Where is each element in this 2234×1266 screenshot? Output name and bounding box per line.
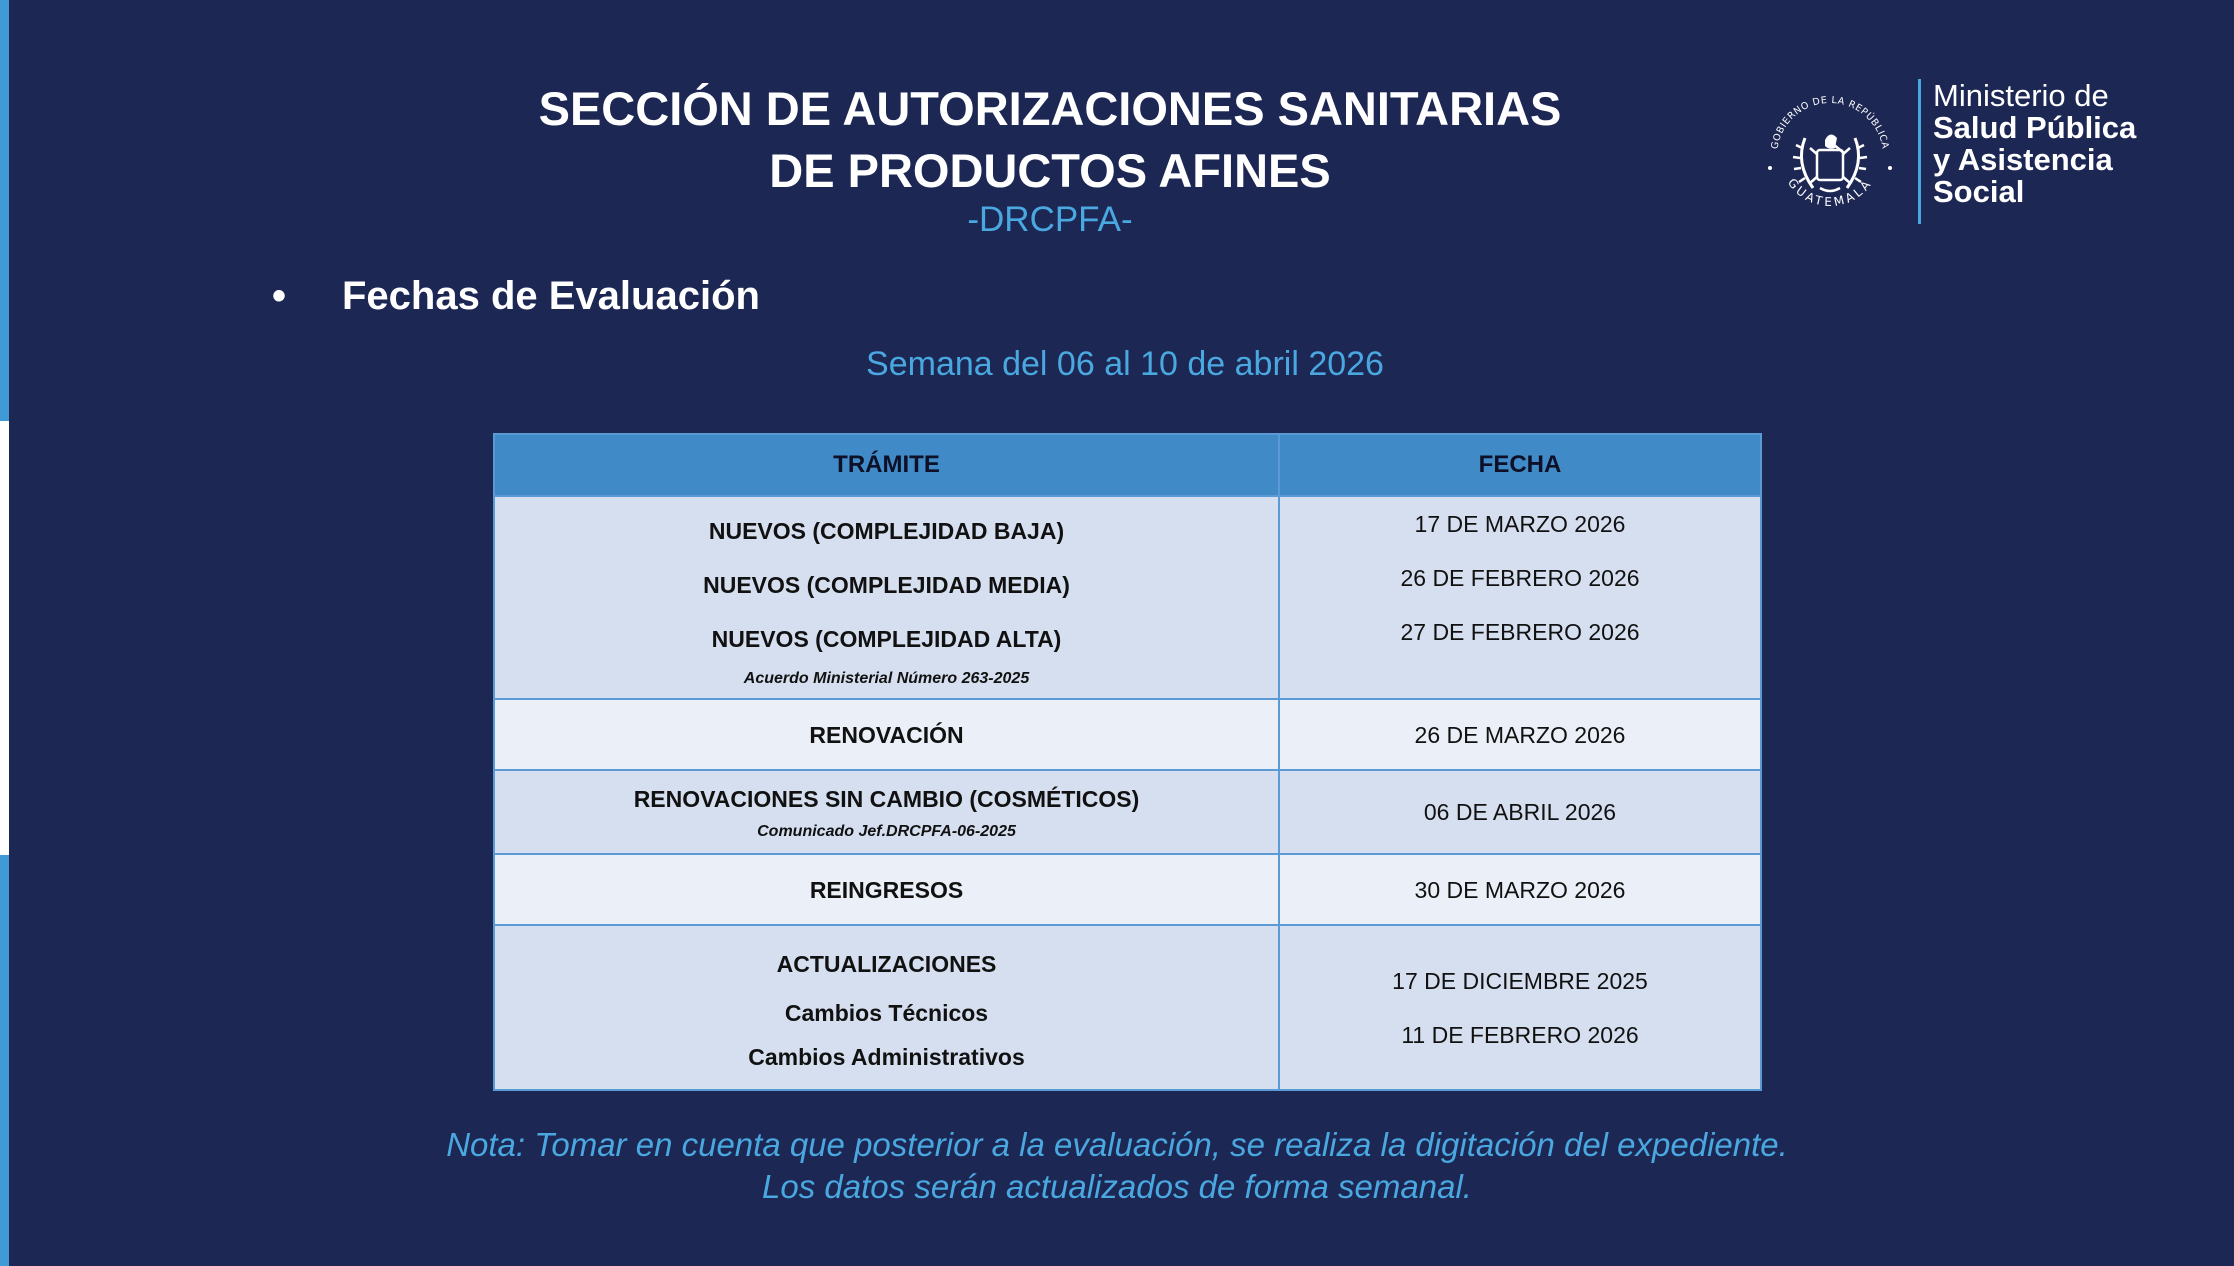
section-heading-text: Fechas de Evaluación [342, 274, 760, 318]
fecha-item: 30 DE MARZO 2026 [1414, 876, 1626, 903]
fecha-item: 27 DE FEBRERO 2026 [1400, 619, 1640, 645]
left-edge-accent-middle [0, 421, 9, 855]
table-row [494, 496, 1761, 699]
footer-note [300, 1124, 1934, 1208]
guatemala-coat-of-arms-icon [1755, 78, 1905, 228]
tramite-item: ACTUALIZACIONES [776, 950, 997, 977]
section-heading [272, 274, 760, 319]
page-title-line2: DE PRODUCTOS AFINES [769, 144, 1331, 197]
tramite-item: NUEVOS (COMPLEJIDAD ALTA) [711, 625, 1062, 652]
seal-text-top: GOBIERNO DE LA REPÚBLICA [1769, 94, 1891, 151]
table-row [494, 699, 1761, 770]
evaluation-dates-table [493, 433, 1762, 1091]
page-title [500, 78, 1600, 202]
table-row [494, 770, 1761, 854]
tramite-cell [494, 699, 1279, 770]
fecha-item: 06 DE ABRIL 2026 [1423, 799, 1617, 825]
tramite-item: RENOVACIONES SIN CAMBIO (COSMÉTICOS) [633, 786, 1140, 812]
fecha-cell [1279, 496, 1761, 699]
table-row [494, 925, 1761, 1090]
seal-text-bottom: GUATEMALA [1784, 175, 1876, 210]
footer-note-line2: Los datos serán actualizados de forma semanal. [762, 1168, 1472, 1205]
table-row [494, 854, 1761, 925]
tramite-item: Cambios Técnicos [784, 999, 989, 1026]
tramite-item: Cambios Administrativos [748, 1043, 1025, 1070]
ministry-name [1933, 80, 2136, 208]
page-title-line1: SECCIÓN DE AUTORIZACIONES SANITARIAS [538, 82, 1562, 135]
left-edge-accent-bottom [0, 855, 9, 1266]
left-edge-accent-top [0, 0, 9, 421]
fecha-item: 26 DE MARZO 2026 [1414, 721, 1626, 748]
tramite-note: Acuerdo Ministerial Número 263-2025 [743, 669, 1030, 687]
fecha-cell [1279, 699, 1761, 770]
logo-divider [1918, 79, 1921, 224]
fecha-item: 11 DE FEBRERO 2026 [1401, 1021, 1639, 1048]
tramite-cell [494, 854, 1279, 925]
page-subtitle: -DRCPFA- [967, 200, 1133, 239]
ministry-name-line3: y Asistencia [1933, 142, 2113, 177]
fecha-cell [1279, 854, 1761, 925]
ministry-name-line1: Ministerio de [1933, 78, 2109, 113]
ministry-name-line2: Salud Pública [1933, 110, 2137, 145]
ministry-name-line4: Social [1933, 174, 2025, 209]
tramite-item: RENOVACIÓN [809, 721, 964, 748]
tramite-cell [494, 496, 1279, 699]
fecha-cell [1279, 770, 1761, 854]
tramite-item: REINGRESOS [809, 876, 964, 903]
table-header-row [494, 434, 1761, 496]
column-header-fecha: FECHA [1279, 434, 1761, 496]
fecha-item: 17 DE DICIEMBRE 2025 [1392, 967, 1648, 994]
tramite-note: Comunicado Jef.DRCPFA-06-2025 [757, 823, 1016, 840]
fecha-item: 26 DE FEBRERO 2026 [1400, 565, 1640, 591]
footer-note-line1: Nota: Tomar en cuenta que posterior a la evaluación, se realiza la digitación del expediente. [446, 1126, 1788, 1163]
bullet-icon: • [272, 274, 287, 318]
fecha-cell [1279, 925, 1761, 1090]
fecha-item: 17 DE MARZO 2026 [1414, 511, 1626, 537]
tramite-item: NUEVOS (COMPLEJIDAD BAJA) [708, 517, 1065, 544]
tramite-cell [494, 925, 1279, 1090]
week-label: Semana del 06 al 10 de abril 2026 [866, 345, 1384, 383]
column-header-tramite: TRÁMITE [494, 434, 1279, 496]
ministry-logo [1755, 76, 2175, 236]
tramite-cell [494, 770, 1279, 854]
tramite-item: NUEVOS (COMPLEJIDAD MEDIA) [703, 571, 1070, 598]
